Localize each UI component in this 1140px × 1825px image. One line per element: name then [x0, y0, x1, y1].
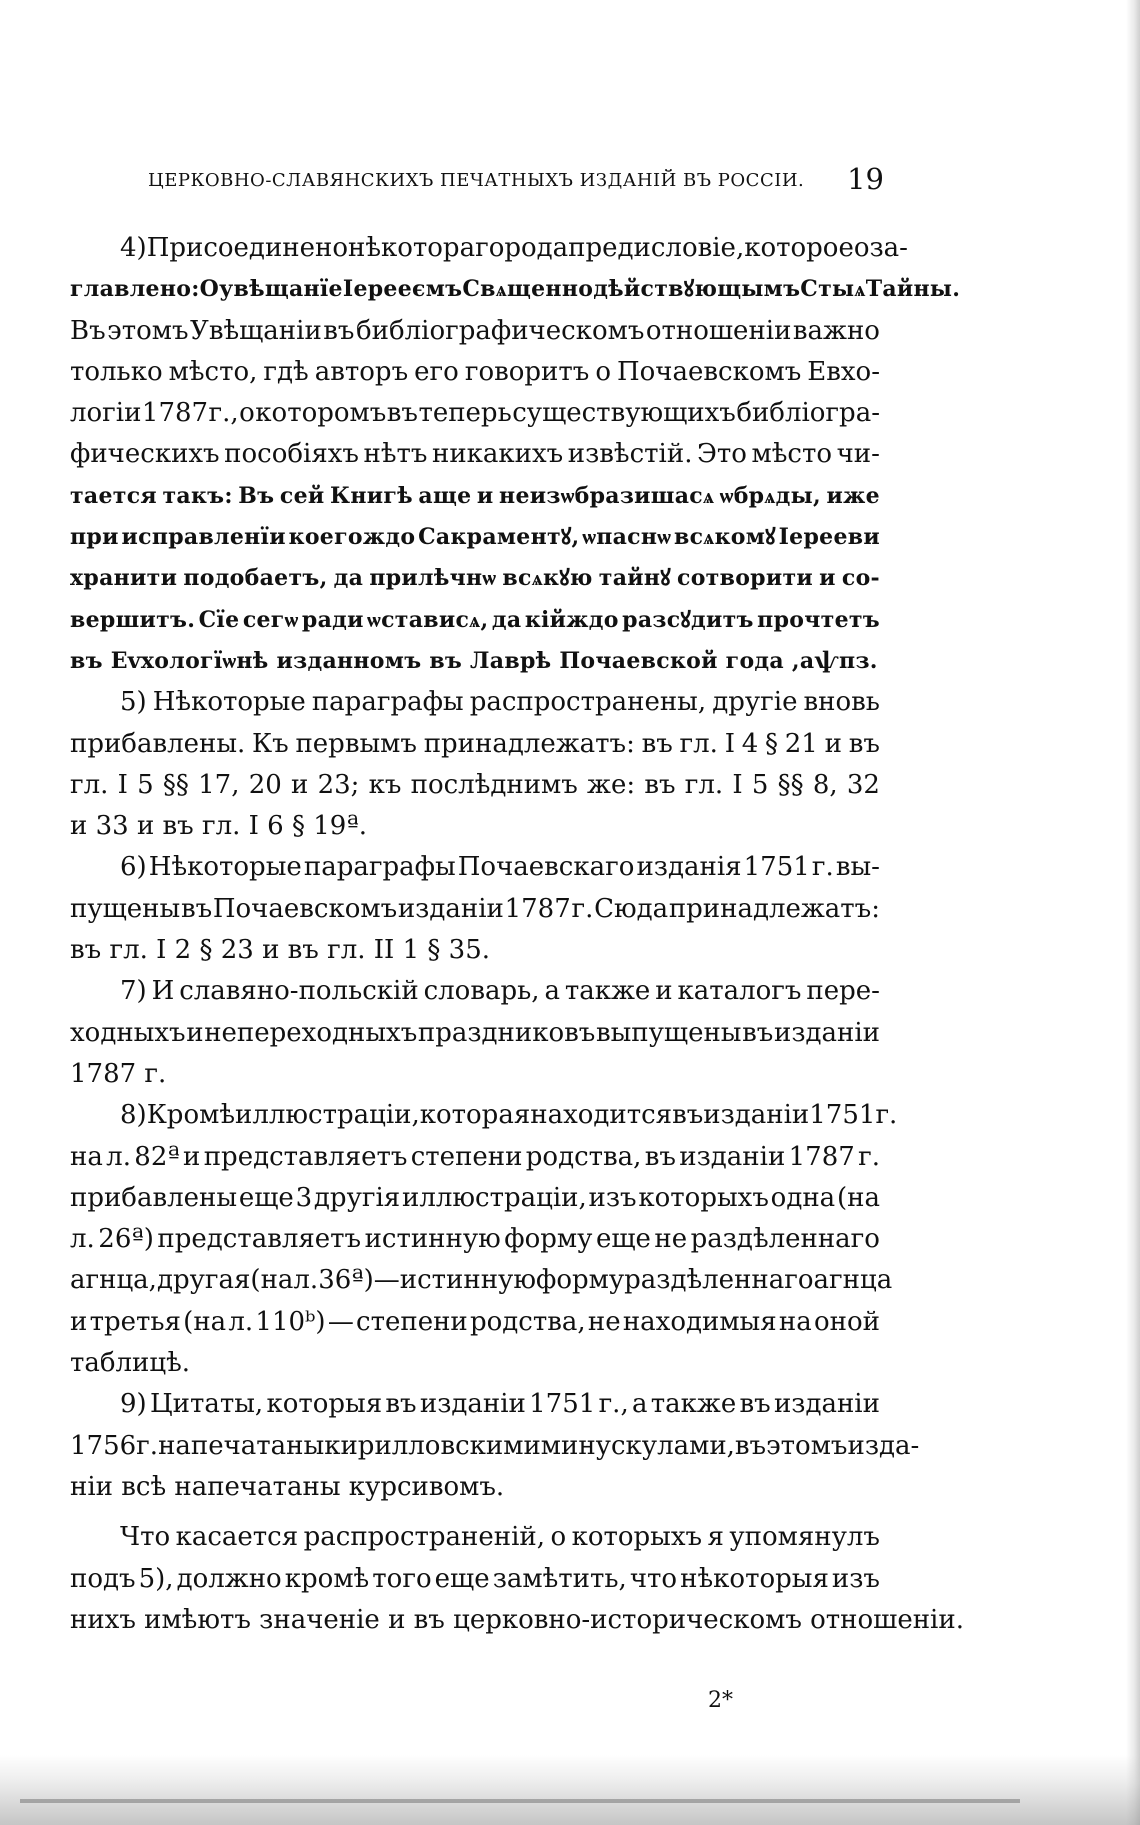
body-text [70, 228, 964, 1641]
page-number: 19 [847, 162, 884, 196]
text-line: и третья (на л. 110ᵇ) — степени родства, не находимыя на оной [70, 1306, 880, 1337]
text-line: только мѣсто, гдѣ авторъ его говоритъ о Почаевскомъ Евхо- [70, 356, 880, 387]
header-title: ЦЕРКОВНО-СЛАВЯНСКИХЪ ПЕЧАТНЫХЪ ИЗДАНІЙ ВЪ РОССІИ. [148, 170, 805, 191]
text-line: фическихъ пособіяхъ нѣтъ никакихъ извѣстій. Это мѣсто чи- [70, 439, 880, 470]
text-line: 9) Цитаты, которыя въ изданіи 1751 г., а также въ изданіи [120, 1389, 880, 1420]
text-line: гл. I 5 §§ 17, 20 и 23; къ послѣднимъ же: въ гл. I 5 §§ 8, 32 [70, 769, 880, 800]
text-line: 4) Присоединено нѣкотораго рода предисловіе, которое оза- [120, 233, 908, 263]
text-line: 5) Нѣкоторые параграфы распространены, другіе вновь [120, 687, 880, 718]
text-line: Въ этомъ Увѣщаніи въ библіографическомъ отношеніи важно [70, 315, 880, 346]
text-line: 1756 г. напечатаны кирилловскими минускулами, въ этомъ изда- [70, 1430, 920, 1461]
text-line: въ Еvхологїѡнѣ изданномъ въ Лаврѣ Почаевской года ,аѱпз. [70, 647, 878, 674]
scan-bottom-shadow [0, 1755, 1140, 1825]
scan-bottom-line [20, 1799, 1020, 1803]
text-line: подъ 5), должно кромѣ того еще замѣтить, что нѣкоторыя изъ [70, 1563, 880, 1594]
text-line: прибавлены. Къ первымъ принадлежатъ: въ гл. I 4 § 21 и въ [70, 728, 880, 759]
text-line: логіи 1787 г., о которомъ въ теперь существующихъ библіогра- [70, 398, 880, 429]
text-line: ніи всѣ напечатаны курсивомъ. [70, 1471, 505, 1502]
text-line: хранити подобаетъ, да прилѣчнѡ всѧкꙋю тайнꙋ сотворити и со- [70, 565, 880, 592]
signature-mark: 2* [708, 1688, 733, 1713]
text-line: ходныхъ и непереходныхъ праздниковъ выпущены въ изданіи [70, 1017, 880, 1048]
text-line: агнца, другая (на л. 36ª) — истинную форму раздѣленнаго агнца [70, 1265, 893, 1296]
text-line: главлено: Оувѣщанїе Іерееємъ Свѧщеннодѣйствꙋющымъ Стыѧ Тайны. [70, 276, 961, 303]
text-line: Что касается распространеній, о которыхъ я упомянулъ [120, 1522, 880, 1553]
text-line: 6) Нѣкоторые параграфы Почаевскаго изданія 1751 г. вы- [120, 852, 880, 883]
text-line: 8) Кромѣ иллюстраціи, которая находится въ изданіи 1751 г. [120, 1100, 898, 1131]
text-line: прибавлены еще 3 другія иллюстраціи, изъ которыхъ одна (на [70, 1182, 880, 1213]
text-line: 7) И славяно-польскій словарь, а также и каталогъ пере- [120, 976, 880, 1007]
scan-edge [1126, 0, 1140, 1825]
text-line: таблицѣ. [70, 1348, 191, 1379]
text-line: вершитъ. Сїе сегѡ ради ѡстависѧ, да кійждо разсꙋдитъ прочтетъ [70, 606, 880, 633]
text-line: при исправленїи коегождо Сакраментꙋ, ѡпаснѡ всѧкомꙋ Іерееви [70, 524, 880, 551]
running-header [148, 162, 884, 202]
text-line: л. 26ª) представляетъ истинную форму еще не раздѣленнаго [70, 1224, 880, 1255]
text-line: тается такъ: Въ сей Книгѣ аще и неизѡбразишасѧ ѡбрѧды, иже [70, 482, 880, 509]
text-line: и 33 и въ гл. I 6 § 19ª. [70, 811, 367, 842]
text-line: 1787 г. [70, 1058, 167, 1089]
text-line: въ гл. I 2 § 23 и въ гл. II 1 § 35. [70, 935, 490, 966]
text-line: на л. 82ª и представляетъ степени родства, въ изданіи 1787 г. [70, 1141, 880, 1172]
text-line: пущены въ Почаевскомъ изданіи 1787 г. Сюда принадлежатъ: [70, 893, 880, 924]
text-line: нихъ имѣютъ значеніе и въ церковно-историческомъ отношеніи. [70, 1604, 964, 1635]
